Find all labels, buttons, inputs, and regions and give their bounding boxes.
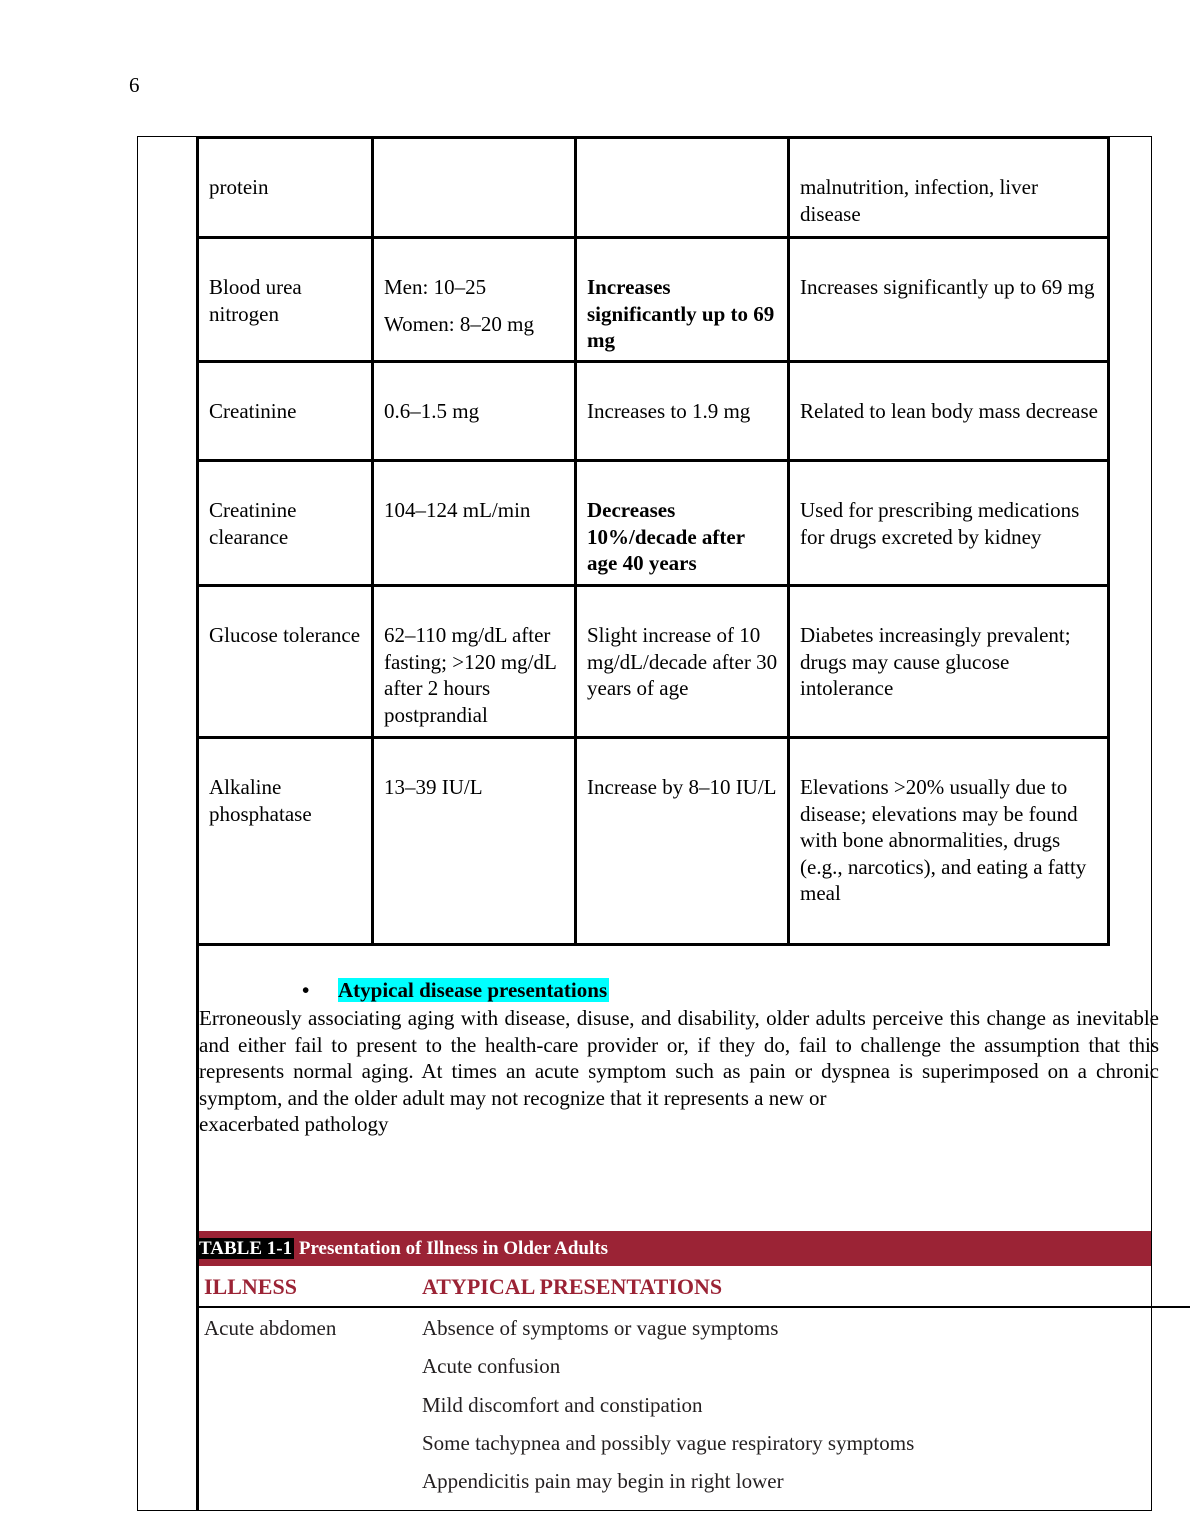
age-change-cell: Increases to 1.9 mg [576, 362, 789, 461]
notes-cell: Diabetes increasingly prevalent; drugs may cause glucose intolerance [789, 586, 1109, 738]
section-heading-text: Atypical disease presentations [338, 978, 608, 1002]
test-name-cell: Creatinine [198, 362, 373, 461]
table-row [198, 738, 1109, 945]
normal-range-line: 13–39 IU/L [384, 775, 483, 799]
notes-cell: Related to lean body mass decrease [789, 362, 1109, 461]
test-name-cell: Blood urea nitrogen [198, 238, 373, 362]
table-row [198, 362, 1109, 461]
normal-range-line: 62–110 mg/dL after fasting; >120 mg/dL after 2 hours postprandial [384, 623, 557, 727]
test-name-cell: protein [198, 138, 373, 238]
normal-range-line: Men: 10–25 [384, 275, 487, 299]
test-name-cell: Alkaline phosphatase [198, 738, 373, 945]
normal-range-line: Women: 8–20 mg [384, 311, 534, 336]
presentation-item: Absence of symptoms or vague symptoms [422, 1316, 779, 1340]
paragraph-text: Erroneously associating aging with disease, disuse, and disability, older adults perceive this change as inevitable and either fail to present to the health-care provider or, if they do, fail to challenge the assumption that this represents normal aging. At times an acute symptom such as pain or dyspnea is superimposed on a chronic symptom, and the older adult may not recognize that it represents a new or [199, 1006, 1159, 1110]
table-row [198, 238, 1109, 362]
lab-values-table [196, 136, 1110, 946]
notes-cell: malnutrition, infection, liver disease [789, 138, 1109, 238]
normal-range-cell [373, 586, 576, 738]
table-1-1-header-rule [199, 1306, 1190, 1308]
presentation-item: Appendicitis pain may begin in right lower [422, 1469, 784, 1494]
bullet-icon: • [302, 978, 310, 1002]
presentation-item: Some tachypnea and possibly vague respiratory symptoms [422, 1430, 915, 1455]
normal-range-cell [373, 238, 576, 362]
section-heading [302, 977, 609, 1004]
notes-cell: Elevations >20% usually due to disease; elevations may be found with bone abnormalities, drugs (e.g., narcotics), and eating a fatty meal [789, 738, 1109, 945]
normal-range-cell [373, 138, 576, 238]
age-change-cell: Increases significantly up to 69 mg [576, 238, 789, 362]
normal-range-cell [373, 461, 576, 586]
notes-cell: Increases significantly up to 69 mg [789, 238, 1109, 362]
notes-cell: Used for prescribing medications for drugs excreted by kidney [789, 461, 1109, 586]
table-1-1-title-bar [199, 1231, 1151, 1266]
table-1-1-title: Presentation of Illness in Older Adults [294, 1238, 608, 1259]
illness-cell: Acute abdomen [204, 1316, 337, 1340]
age-change-cell: Slight increase of 10 mg/dL/decade after 30 years of age [576, 586, 789, 738]
age-change-cell: Decreases 10%/decade after age 40 years [576, 461, 789, 586]
normal-range-line: 104–124 mL/min [384, 498, 531, 522]
table-row [198, 586, 1109, 738]
normal-range-line: 0.6–1.5 mg [384, 399, 480, 423]
normal-range-cell [373, 362, 576, 461]
presentation-item: Acute confusion [422, 1354, 561, 1379]
presentation-list [422, 1315, 914, 1506]
age-change-cell [576, 138, 789, 238]
presentation-item: Mild discomfort and constipation [422, 1392, 703, 1417]
table-row [198, 138, 1109, 238]
age-change-cell: Increase by 8–10 IU/L [576, 738, 789, 945]
paragraph-last-line: exacerbated pathology [199, 1112, 389, 1136]
test-name-cell: Creatinine clearance [198, 461, 373, 586]
table-row [198, 461, 1109, 586]
normal-range-cell [373, 738, 576, 945]
table-1-1-label: TABLE 1-1 [199, 1238, 293, 1259]
section-paragraph [199, 1005, 1159, 1164]
column-header-presentations: ATYPICAL PRESENTATIONS [422, 1274, 723, 1299]
page-number: 6 [129, 73, 140, 97]
column-header-illness: ILLNESS [204, 1274, 297, 1299]
test-name-cell: Glucose tolerance [198, 586, 373, 738]
